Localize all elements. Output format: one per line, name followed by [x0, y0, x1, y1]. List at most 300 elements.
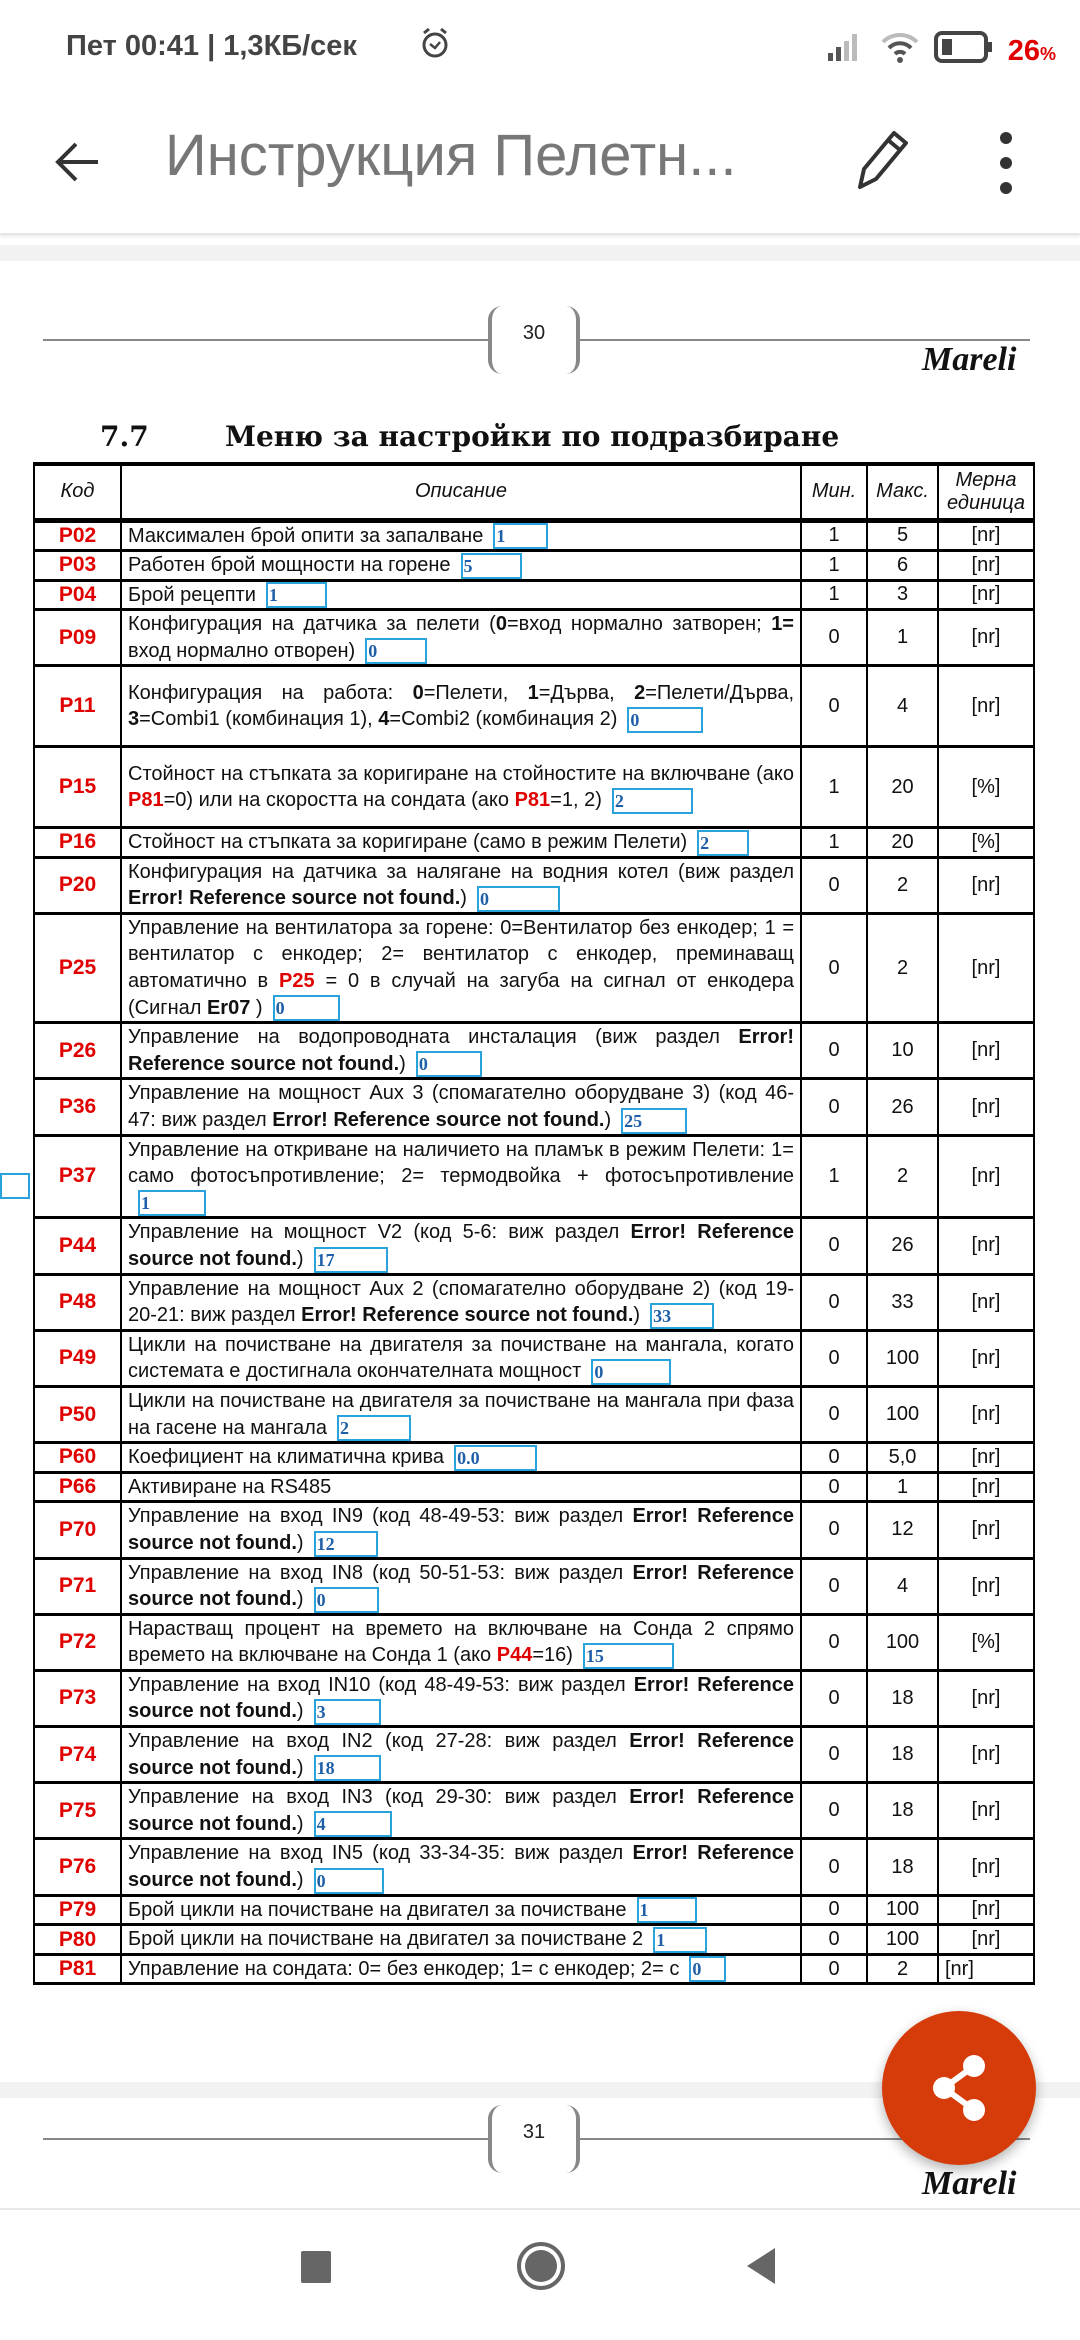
param-min: 0: [801, 1023, 867, 1079]
description-segment: Конфигурация на датчика за налягане на водния котел (виж раздел: [128, 860, 794, 883]
param-min: 0: [801, 1839, 867, 1895]
param-code: P60: [34, 1443, 121, 1473]
page-separator: [0, 245, 1080, 261]
value-input-field[interactable]: 25: [621, 1108, 687, 1134]
description-segment: = 0 в случай на загуба на сигнал от енкодера (Сигнал: [128, 970, 794, 1019]
param-max: 33: [867, 1274, 938, 1330]
param-unit: [nr]: [938, 580, 1034, 610]
description-segment: Брой цикли на почистване на двигател за почистване: [128, 1898, 627, 1921]
description-segment: Error! Reference source not found.: [128, 1730, 795, 1779]
description-segment: ): [296, 1869, 304, 1892]
param-description: [121, 1023, 801, 1079]
description-segment: Управление на вход IN8 (код 50-51-53: виж раздел: [128, 1561, 633, 1584]
param-code: P02: [34, 520, 121, 551]
param-code: P70: [34, 1502, 121, 1558]
table-row-p79: [34, 1895, 1034, 1925]
param-min: 1: [801, 551, 867, 581]
description-segment: =Пелети/Дърва,: [645, 681, 795, 704]
table-row-p80: [34, 1925, 1034, 1955]
description-segment: =Combi1 (комбинация 1),: [139, 708, 379, 731]
description-segment: Управление на мощност Aux 3 (спомагателно оборудване 3) (код 46-47: виж раздел: [128, 1082, 794, 1131]
param-description: [121, 1839, 801, 1895]
value-input-field[interactable]: 0: [627, 707, 703, 733]
param-description: [121, 857, 801, 913]
table-row-p71: [34, 1558, 1034, 1614]
param-max: 18: [867, 1727, 938, 1783]
param-max: 100: [867, 1386, 938, 1442]
value-input-field[interactable]: 15: [583, 1643, 674, 1669]
description-segment: Максимален брой опити за запалване: [128, 524, 484, 547]
description-segment: =Пелети,: [423, 681, 528, 704]
param-unit: [%]: [938, 828, 1034, 858]
param-unit: [nr]: [938, 1330, 1034, 1386]
param-min: 0: [801, 1727, 867, 1783]
description-segment: Конфигурация на датчика за пелети (: [128, 613, 496, 636]
table-row-p72: [34, 1614, 1034, 1670]
param-min: 0: [801, 1218, 867, 1274]
param-max: 26: [867, 1079, 938, 1135]
status-time-speed: Пет 00:41 | 1,3КБ/сек: [66, 30, 357, 62]
table-row-p37: [34, 1135, 1034, 1218]
description-segment: P44: [496, 1644, 533, 1667]
param-code: P26: [34, 1023, 121, 1079]
param-unit: [nr]: [938, 1218, 1034, 1274]
description-segment: Цикли на почистване на двигателя за почистване на мангала при фаза на гасене на мангала: [128, 1389, 794, 1439]
param-min: 0: [801, 1079, 867, 1135]
description-segment: 1=: [771, 613, 794, 636]
table-row-p48: [34, 1274, 1034, 1330]
param-code: P79: [34, 1895, 121, 1925]
value-input-field[interactable]: 0: [477, 886, 560, 912]
page-number: 30: [488, 306, 580, 374]
description-segment: Error! Reference source not found.: [272, 1109, 605, 1131]
param-min: 1: [801, 520, 867, 551]
param-unit: [nr]: [938, 1502, 1034, 1558]
header-unit: Мерна единица: [938, 464, 1034, 520]
value-input-field[interactable]: 2: [337, 1415, 411, 1441]
section-title: Меню за настройки по подразбиране: [225, 420, 840, 453]
param-max: 2: [867, 1135, 938, 1218]
battery-icon: [934, 30, 994, 72]
app-bar: [0, 100, 1080, 235]
param-min: 0: [801, 857, 867, 913]
param-code: P44: [34, 1218, 121, 1274]
param-min: 0: [801, 1670, 867, 1726]
table-row-p66: [34, 1472, 1034, 1502]
description-segment: Активиране на RS485: [128, 1475, 332, 1498]
table-row-p26: [34, 1023, 1034, 1079]
description-segment: Управление на откриване на наличието на пламък в режим Пелети: 1= само фотосъпротивление; 2= термодвойка + фотосъпротивление: [128, 1138, 794, 1188]
alarm-icon: [420, 26, 450, 68]
description-segment: =Combi2 (комбинация 2): [389, 708, 618, 731]
param-code: P80: [34, 1925, 121, 1955]
param-code: P74: [34, 1727, 121, 1783]
param-max: 20: [867, 828, 938, 858]
table-row-p70: [34, 1502, 1034, 1558]
param-code: P66: [34, 1472, 121, 1502]
battery-level: 26: [1007, 34, 1040, 67]
param-min: 0: [801, 1925, 867, 1955]
value-input-field[interactable]: 0: [365, 638, 427, 664]
description-segment: ): [296, 1700, 304, 1723]
description-segment: 0: [412, 681, 424, 704]
param-code: P25: [34, 913, 121, 1022]
value-input-field[interactable]: 0: [416, 1051, 482, 1077]
description-segment: Error! Reference source not found.: [301, 1304, 634, 1327]
param-max: 2: [867, 1954, 938, 1984]
value-input-field[interactable]: 0.0: [454, 1445, 537, 1471]
section-number: 7.7: [100, 420, 149, 453]
description-segment: ): [296, 1588, 304, 1611]
wifi-icon: [880, 30, 920, 72]
table-row-p02: [34, 520, 1034, 551]
param-code: P50: [34, 1386, 121, 1442]
description-segment: Error! Reference source not found.: [128, 1842, 794, 1892]
param-code: P09: [34, 610, 121, 666]
param-max: 26: [867, 1218, 938, 1274]
value-input-field[interactable]: 4: [314, 1811, 392, 1837]
share-button[interactable]: [882, 2011, 1036, 2165]
value-input-field[interactable]: 0: [314, 1868, 384, 1894]
param-max: 2: [867, 857, 938, 913]
description-segment: Стойност на стъпката за коригиране (само в режим Пелети): [128, 831, 688, 854]
description-segment: ): [296, 1756, 304, 1779]
param-max: 100: [867, 1614, 938, 1670]
value-input-field[interactable]: 17: [314, 1247, 388, 1273]
param-unit: [%]: [938, 1614, 1034, 1670]
param-unit: [nr]: [938, 610, 1034, 666]
table-row-p75: [34, 1783, 1034, 1839]
description-segment: Управление на вентилатора за горене: 0=Вентилатор без енкодер; 1 = вентилатор с енкодер; 2= вентилатор с енкодер, преминаващ автоматично в: [128, 916, 794, 993]
param-code: P04: [34, 580, 121, 610]
table-row-p04: [34, 580, 1034, 610]
battery-unit: %: [1039, 43, 1056, 64]
description-segment: Управление на сондата: 0= без енкодер; 1= с енкодер; 2= с: [128, 1957, 680, 1980]
description-segment: ): [460, 887, 467, 910]
param-description: [121, 1783, 801, 1839]
param-description: [121, 1079, 801, 1135]
param-max: 4: [867, 1558, 938, 1614]
param-min: 0: [801, 1783, 867, 1839]
description-segment: Error! Reference source not found.: [128, 1026, 794, 1075]
section-heading: [100, 420, 840, 453]
param-min: 0: [801, 1443, 867, 1473]
param-description: [121, 520, 801, 551]
status-bar: [0, 0, 1080, 100]
value-input-field[interactable]: 0: [591, 1359, 671, 1385]
table-row-p81: [34, 1954, 1034, 1984]
param-max: 100: [867, 1330, 938, 1386]
description-segment: 2: [634, 681, 646, 704]
description-segment: P81: [514, 789, 551, 812]
param-min: 0: [801, 1502, 867, 1558]
table-row-p03: [34, 551, 1034, 581]
description-segment: ): [296, 1531, 304, 1554]
recents-square-icon[interactable]: [300, 2250, 332, 2289]
param-description: [121, 551, 801, 581]
param-min: 0: [801, 1614, 867, 1670]
description-segment: P81: [128, 789, 164, 812]
description-segment: Нарастващ процент на времето на включване на Сонда 2 спрямо времето на включване на Сонда 1 (ако: [128, 1617, 794, 1667]
param-code: P15: [34, 747, 121, 828]
param-min: 1: [801, 580, 867, 610]
param-code: P81: [34, 1954, 121, 1984]
table-row-p16: [34, 828, 1034, 858]
param-description: [121, 1670, 801, 1726]
description-segment: Управление на вход IN5 (код 33-34-35: виж раздел: [128, 1842, 633, 1865]
description-segment: Er07: [206, 996, 251, 1019]
description-segment: ): [399, 1052, 406, 1075]
param-code: P16: [34, 828, 121, 858]
back-arrow-icon[interactable]: [50, 130, 110, 190]
param-unit: [nr]: [938, 1274, 1034, 1330]
param-description: [121, 1472, 801, 1502]
param-description: [121, 1954, 801, 1984]
description-segment: ): [250, 996, 263, 1019]
param-description: [121, 1925, 801, 1955]
param-max: 18: [867, 1670, 938, 1726]
description-segment: Error! Reference source not found.: [128, 1561, 794, 1611]
table-row-p11: [34, 666, 1034, 747]
description-segment: Error! Reference source not found.: [128, 1786, 795, 1835]
param-max: 10: [867, 1023, 938, 1079]
param-description: [121, 1727, 801, 1783]
param-code: P03: [34, 551, 121, 581]
table-row-p25: [34, 913, 1034, 1022]
param-unit: [nr]: [938, 1386, 1034, 1442]
description-segment: Конфигурация на работа:: [128, 681, 413, 704]
param-max: 100: [867, 1925, 938, 1955]
param-unit: [nr]: [938, 1558, 1034, 1614]
param-description: [121, 913, 801, 1022]
param-description: [121, 1502, 801, 1558]
signal-icon: [826, 31, 866, 71]
default-settings-table: [33, 462, 1035, 1985]
description-segment: ): [604, 1109, 612, 1131]
value-input-field[interactable]: 2: [612, 788, 693, 814]
param-code: P48: [34, 1274, 121, 1330]
param-code: P72: [34, 1614, 121, 1670]
param-unit: [nr]: [938, 1925, 1034, 1955]
value-input-field[interactable]: 12: [314, 1531, 378, 1557]
description-segment: Error! Reference source not found.: [128, 1221, 794, 1270]
param-description: [121, 1135, 801, 1218]
param-min: 1: [801, 828, 867, 858]
param-unit: [nr]: [938, 913, 1034, 1022]
param-max: 20: [867, 747, 938, 828]
value-input-field[interactable]: 1: [637, 1897, 697, 1923]
description-segment: Цикли на почистване на двигателя за почистване на мангала, когато системата е достигнала окончателната мощност: [128, 1333, 794, 1383]
param-max: 1: [867, 1472, 938, 1502]
header-code: Код: [34, 464, 121, 520]
param-code: P49: [34, 1330, 121, 1386]
description-segment: Управление на вход IN3 (код 29-30: виж раздел: [128, 1786, 630, 1809]
param-description: [121, 580, 801, 610]
param-max: 3: [867, 580, 938, 610]
more-options-icon[interactable]: [996, 128, 1016, 203]
value-input-field[interactable]: 0: [689, 1956, 726, 1982]
param-description: [121, 1274, 801, 1330]
value-input-field[interactable]: 1: [653, 1927, 707, 1953]
value-input-field[interactable]: 18: [314, 1755, 381, 1781]
description-segment: Работен брой мощности на горене: [128, 554, 451, 577]
param-unit: [nr]: [938, 1079, 1034, 1135]
param-code: P71: [34, 1558, 121, 1614]
param-min: 0: [801, 1330, 867, 1386]
param-min: 0: [801, 1386, 867, 1442]
mareli-logo: Mareli: [922, 341, 1017, 378]
param-unit: [nr]: [938, 1839, 1034, 1895]
table-row-p49: [34, 1330, 1034, 1386]
param-code: P36: [34, 1079, 121, 1135]
description-segment: Управление на вход IN10 (код 48-49-53: виж раздел: [128, 1673, 634, 1696]
param-min: 0: [801, 913, 867, 1022]
mareli-logo: Mareli: [922, 2165, 1017, 2202]
description-segment: 4: [378, 708, 390, 731]
param-max: 5,0: [867, 1443, 938, 1473]
param-unit: [nr]: [938, 1954, 1034, 1984]
value-input-field[interactable]: 3: [314, 1699, 381, 1725]
description-segment: Коефициент на климатична крива: [128, 1446, 445, 1469]
param-code: P20: [34, 857, 121, 913]
back-triangle-icon[interactable]: [745, 2246, 777, 2291]
value-input-field[interactable]: 0: [314, 1587, 379, 1613]
description-segment: Брой рецепти: [128, 583, 256, 606]
home-circle-icon[interactable]: [515, 2240, 567, 2297]
table-row-p50: [34, 1386, 1034, 1442]
param-min: 0: [801, 1895, 867, 1925]
param-min: 1: [801, 747, 867, 828]
description-segment: вход нормално отворен): [128, 639, 356, 662]
description-segment: Управление на вход IN9 (код 48-49-53: виж раздел: [128, 1505, 633, 1528]
description-segment: Брой цикли на почистване на двигател за почистване 2: [128, 1928, 644, 1951]
stray-input-field[interactable]: [0, 1173, 30, 1199]
param-min: 0: [801, 1954, 867, 1984]
description-segment: ): [296, 1247, 304, 1270]
header-max: Макс.: [867, 464, 938, 520]
param-max: 1: [867, 610, 938, 666]
param-max: 18: [867, 1783, 938, 1839]
table-row-p74: [34, 1727, 1034, 1783]
description-segment: Error! Reference source not found.: [128, 1505, 794, 1554]
description-segment: Управление на вход IN2 (код 27-28: виж раздел: [128, 1730, 630, 1753]
param-max: 5: [867, 520, 938, 551]
description-segment: =Дърва,: [538, 681, 635, 704]
description-segment: =0) или на скоростта на сондата (ако: [163, 789, 515, 812]
table-header-row: [34, 464, 1034, 520]
param-min: 0: [801, 1558, 867, 1614]
param-code: P76: [34, 1839, 121, 1895]
param-max: 4: [867, 666, 938, 747]
param-unit: [nr]: [938, 666, 1034, 747]
param-min: 0: [801, 1274, 867, 1330]
table-row-p44: [34, 1218, 1034, 1274]
param-code: P73: [34, 1670, 121, 1726]
navigation-bar: [0, 2208, 1080, 2340]
param-unit: [nr]: [938, 1895, 1034, 1925]
param-unit: [nr]: [938, 1135, 1034, 1218]
value-input-field[interactable]: 1: [493, 523, 548, 549]
param-unit: [nr]: [938, 1472, 1034, 1502]
share-icon: [882, 2011, 1036, 2165]
param-min: 0: [801, 1472, 867, 1502]
param-description: [121, 828, 801, 858]
param-description: [121, 610, 801, 666]
description-segment: =вход нормално затворен;: [506, 613, 772, 636]
description-segment: Управление на водопроводната инсталация (виж раздел: [128, 1026, 739, 1049]
value-input-field[interactable]: 5: [461, 553, 522, 579]
description-segment: Стойност на стъпката за коригиране на стойностите на включване (ако: [128, 762, 794, 785]
param-max: 100: [867, 1895, 938, 1925]
description-segment: =1, 2): [550, 789, 602, 812]
param-unit: [nr]: [938, 1670, 1034, 1726]
param-description: [121, 1330, 801, 1386]
value-input-field[interactable]: 33: [650, 1303, 714, 1329]
table-row-p36: [34, 1079, 1034, 1135]
value-input-field[interactable]: 1: [138, 1190, 206, 1216]
description-segment: 1: [527, 681, 539, 704]
param-description: [121, 1218, 801, 1274]
param-code: P75: [34, 1783, 121, 1839]
param-unit: [nr]: [938, 1023, 1034, 1079]
table-row-p15: [34, 747, 1034, 828]
param-unit: [nr]: [938, 1783, 1034, 1839]
table-row-p76: [34, 1839, 1034, 1895]
param-max: 12: [867, 1502, 938, 1558]
param-min: 0: [801, 610, 867, 666]
param-description: [121, 1558, 801, 1614]
param-description: [121, 1895, 801, 1925]
edit-pencil-icon[interactable]: [852, 125, 912, 200]
param-unit: [nr]: [938, 551, 1034, 581]
value-input-field[interactable]: 0: [273, 995, 340, 1021]
param-description: [121, 1386, 801, 1442]
description-segment: ): [633, 1304, 641, 1327]
document-title: Инструкция Пелетн...: [165, 123, 737, 188]
header-description: Описание: [121, 464, 801, 520]
table-row-p20: [34, 857, 1034, 913]
value-input-field[interactable]: 1: [266, 582, 327, 608]
param-unit: [nr]: [938, 1443, 1034, 1473]
description-segment: Управление на мощност V2 (код 5-6: виж раздел: [128, 1221, 631, 1244]
description-segment: 3: [128, 708, 140, 731]
param-min: 0: [801, 666, 867, 747]
description-segment: =16): [532, 1644, 573, 1667]
param-description: [121, 747, 801, 828]
param-max: 2: [867, 913, 938, 1022]
value-input-field[interactable]: 2: [697, 830, 749, 856]
description-segment: 0: [495, 613, 507, 636]
param-unit: [nr]: [938, 520, 1034, 551]
header-min: Мин.: [801, 464, 867, 520]
table-row-p09: [34, 610, 1034, 666]
page-number: 31: [488, 2105, 580, 2173]
table-row-p73: [34, 1670, 1034, 1726]
param-min: 1: [801, 1135, 867, 1218]
description-segment: P25: [279, 970, 315, 993]
description-segment: Error! Reference source not found.: [128, 1673, 794, 1723]
param-unit: [nr]: [938, 1727, 1034, 1783]
param-unit: [%]: [938, 747, 1034, 828]
param-code: P11: [34, 666, 121, 747]
table-row-p60: [34, 1443, 1034, 1473]
param-description: [121, 1614, 801, 1670]
param-unit: [nr]: [938, 857, 1034, 913]
param-description: [121, 1443, 801, 1473]
description-segment: Error! Reference source not found.: [128, 887, 461, 910]
param-max: 6: [867, 551, 938, 581]
description-segment: ): [296, 1812, 304, 1835]
